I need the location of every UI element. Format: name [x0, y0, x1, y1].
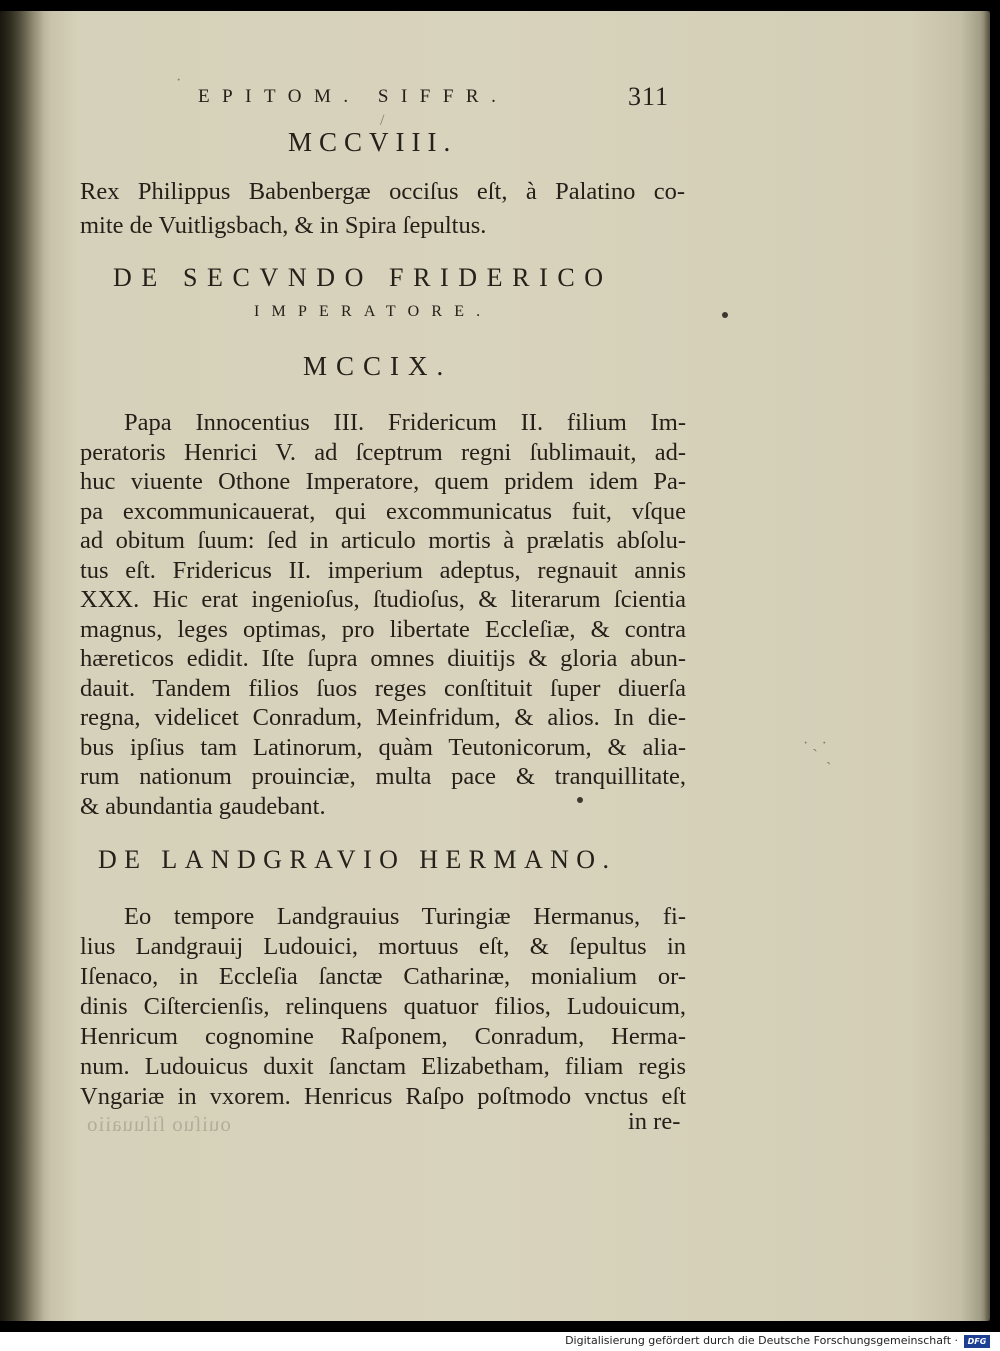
text-line: ad obitum ſuum: ſed in articulo mortis à prælatis abſolu-	[80, 527, 686, 554]
text-line: Rex Philippus Babenbergæ occiſus eſt, à Palatino co-	[80, 178, 685, 205]
text-line: regna, videlicet Conradum, Meinfridum, & alios. In die-	[80, 704, 686, 731]
running-head: EPITOM. SIFFR.	[198, 86, 509, 107]
text-line: Papa Innocentius III. Fridericum II. filium Im-	[124, 409, 686, 436]
page-number: 311	[628, 82, 670, 111]
text-line: mite de Vuitligsbach, & in Spira ſepultus.	[80, 212, 487, 239]
text-line: rum nationum prouinciæ, multa pace & tranquillitate,	[80, 763, 686, 790]
text-line: pa excommunicauerat, qui excommunicatus fuit, vſque	[80, 497, 686, 525]
text-line: magnus, leges optimas, pro libertate Eccleſiæ, & contra	[80, 615, 686, 643]
text-line: num. Ludouicus duxit ſanctam Elizabetham, filiam regis	[80, 1053, 686, 1080]
ink-speck	[577, 797, 583, 803]
section-heading: DE LANDGRAVIO HERMANO.	[98, 845, 617, 874]
page-edge	[984, 11, 990, 1321]
margin-mark: ·	[176, 72, 182, 89]
text-line: lius Landgrauij Ludouici, mortuus eſt, & ſepultus in	[80, 933, 686, 960]
text-line: Henricum cognomine Raſponem, Conradum, Herma-	[80, 1023, 686, 1050]
margin-mark: /	[380, 112, 385, 129]
catchword: in re-	[628, 1108, 681, 1135]
text-line: peratoris Henrici V. ad ſceptrum regni ſublimauit, ad-	[80, 438, 686, 466]
gutter-shadow	[0, 11, 44, 1321]
text-line: hæreticos edidit. Iſte ſupra omnes diuitijs & gloria abun-	[80, 645, 686, 672]
text-line: XXX. Hic erat ingenioſus, ſtudioſus, & literarum ſcientia	[80, 586, 686, 613]
text-line: Eo tempore Landgrauius Turingiæ Hermanus, fi-	[124, 903, 686, 930]
text-line: bus ipſius tam Latinorum, quàm Teutonicorum, & alia-	[80, 733, 686, 761]
text-line: dinis Ciſtercienſis, relinquens quatuor filios, Ludouicum,	[80, 993, 686, 1020]
ink-speck	[722, 312, 728, 318]
margin-mark: · ˎ ·	[803, 735, 827, 752]
funding-credit: Digitalisierung gefördert durch die Deutsche Forschungsgemeinschaft ·	[565, 1334, 958, 1347]
text-line: huc viuente Othone Imperatore, quem pridem idem Pa-	[80, 468, 686, 495]
text-line: dauit. Tandem filios ſuos reges conſtituit ſuper diuerſa	[80, 674, 686, 702]
section-heading-continued: IMPERATORE.	[254, 303, 493, 320]
section-heading: DE SECVNDO FRIDERICO	[113, 263, 613, 292]
show-through-text: ouiſuo ſiſuuaiio	[86, 1112, 231, 1136]
text-line: Iſenaco, in Eccleſia ſanctæ Catharinæ, monialium or-	[80, 963, 686, 990]
margin-mark: ˏ	[826, 748, 832, 765]
text-line: Vngariæ in vxorem. Henricus Raſpo poſtmodo vnctus eſt	[80, 1083, 686, 1110]
year-heading-1208: MCCVIII.	[288, 127, 458, 157]
dfg-logo: DFG	[964, 1335, 990, 1348]
year-heading-1209: MCCIX.	[303, 351, 453, 381]
text-line: tus eſt. Fridericus II. imperium adeptus, regnauit annis	[80, 556, 686, 584]
text-line: & abundantia gaudebant.	[80, 792, 326, 820]
